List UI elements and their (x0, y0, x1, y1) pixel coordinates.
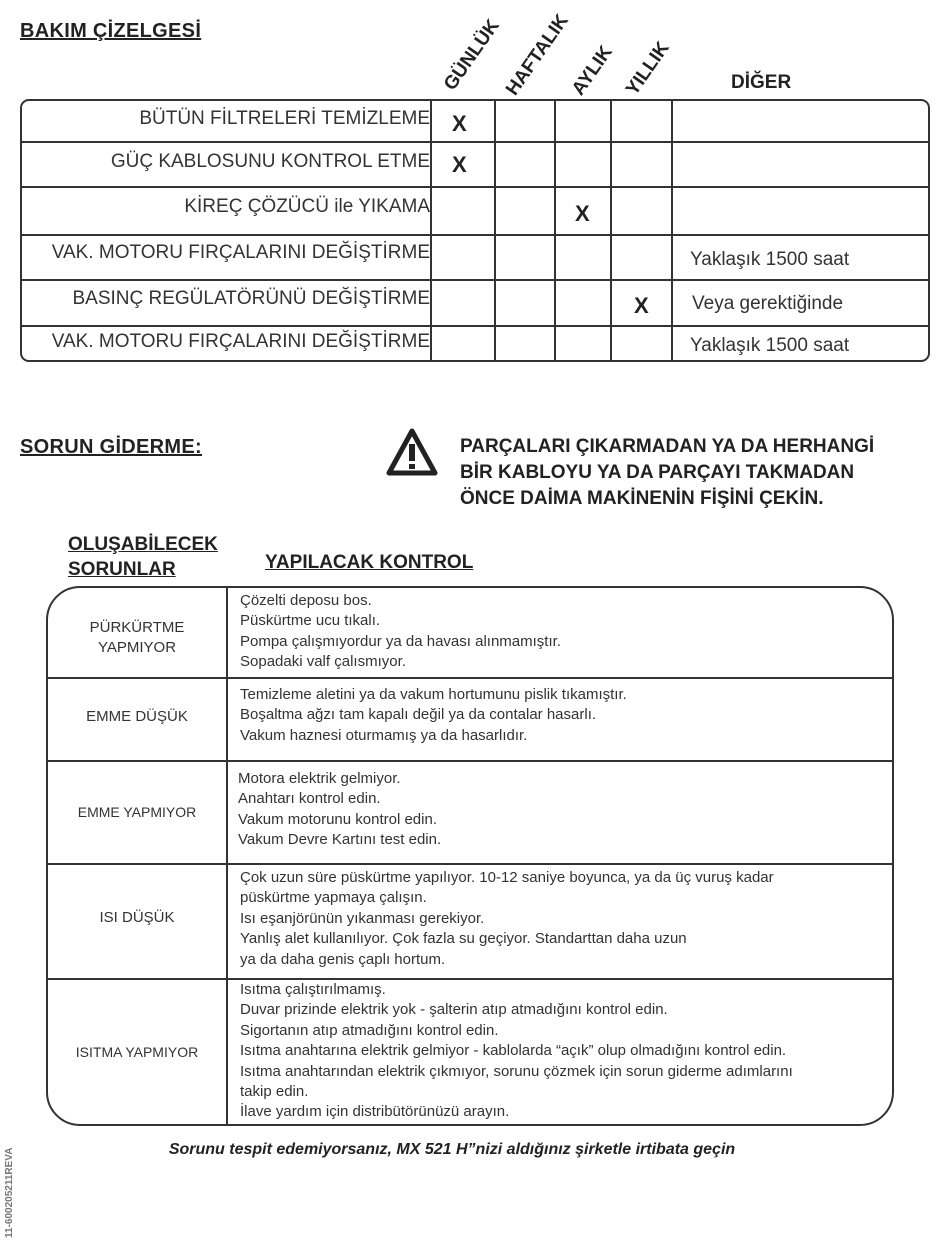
task-replace-pressure-regulator: BASINÇ REGÜLATÖRÜNÜ DEĞİŞTİRME (72, 288, 430, 309)
check-line: Isıtma anahtarına elektrik gelmiyor - kablolarda “açık” olup olmadığını kontrol edin. (240, 1042, 787, 1060)
column-header-checks: YAPILACAK KONTROL (265, 552, 474, 573)
table-column-divider (671, 101, 673, 360)
troubleshooting-table (46, 586, 894, 1126)
check-line: Sigortanın atıp atmadığını kontrol edin. (240, 1021, 499, 1039)
table-row-divider (48, 677, 892, 679)
column-header-other: DİĞER (731, 72, 792, 93)
problem-no-heating (48, 1042, 226, 1062)
checks-no-suction (238, 769, 441, 851)
problem-line: YAPMIYOR (97, 639, 177, 656)
column-header-daily: GÜNLÜK (439, 15, 504, 95)
warning-line: BİR KABLOYU YA DA PARÇAYI TAKMADAN (460, 462, 855, 483)
check-line: Anahtarı kontrol edin. (238, 790, 381, 808)
troubleshooting-title: SORUN GİDERME: (20, 436, 202, 458)
problem-line: PÜRKÜRTME (89, 619, 185, 636)
check-line: Isı eşanjörünün yıkanması gerekiyor. (240, 909, 485, 927)
checks-no-spray (240, 591, 561, 673)
warning-line: PARÇALARI ÇIKARMADAN YA DA HERHANGİ (460, 436, 875, 457)
check-line: Isıtma çalıştırılmamış. (240, 981, 386, 998)
task-check-power-cable: GÜÇ KABLOSUNU KONTROL ETME (110, 151, 430, 172)
problem-low-heat (48, 908, 226, 928)
table-row-divider (22, 279, 928, 281)
schedule-mark-daily: X (452, 111, 467, 136)
check-line: Çok uzun süre püskürtme yapılıyor. 10-12 saniye boyunca, ya da üç vuruş kadar (240, 869, 774, 886)
task-clean-filters: BÜTÜN FİLTRELERİ TEMİZLEME (139, 108, 430, 129)
column-header-problems (68, 532, 218, 582)
column-header-weekly: HAFTALIK (501, 10, 573, 100)
table-row-divider (48, 760, 892, 762)
check-line: Pompa çalışmıyordur ya da havası alınmamıştır. (240, 632, 561, 650)
check-line: Yanlış alet kullanılıyor. Çok fazla su geçiyor. Standarttan daha uzun (240, 930, 687, 948)
schedule-mark-monthly: X (575, 201, 590, 226)
problem-line: ISI DÜŞÜK (99, 909, 175, 926)
problem-no-suction (48, 802, 226, 822)
check-line: Isıtma anahtarından elektrik çıkmıyor, sorunu çözmek için sorun giderme adımlarını (240, 1062, 793, 1080)
check-line: takip edin. (240, 1083, 309, 1101)
check-line: Püskürtme ucu tıkalı. (240, 612, 381, 630)
check-line: püskürtme yapmaya çalışın. (240, 889, 427, 907)
check-line: Sopadaki valf çalısmıyor. (240, 653, 406, 671)
table-column-divider (430, 101, 432, 360)
check-line: Duvar prizinde elektrik yok - şalterin atıp atmadığını kontrol edin. (240, 1001, 668, 1019)
schedule-mark-daily: X (452, 152, 467, 177)
column-header-line: OLUŞABİLECEK (68, 534, 218, 555)
check-line: Çözelti deposu bos. (240, 592, 372, 609)
task-note: Veya gerektiğinde (692, 293, 844, 314)
check-line: Vakum haznesi oturmamış ya da hasarlıdır. (240, 726, 528, 744)
problem-line: EMME YAPMIYOR (77, 804, 197, 820)
checks-low-heat (240, 868, 774, 970)
checks-no-heating (240, 980, 793, 1123)
document-code: 11-600205211REVA (4, 1147, 15, 1238)
task-replace-vac-brushes: VAK. MOTORU FIRÇALARINI DEĞİŞTİRME (51, 331, 430, 352)
column-header-yearly: YILLIK (621, 38, 674, 100)
problem-line: EMME DÜŞÜK (86, 708, 188, 725)
schedule-mark-yearly: X (634, 293, 649, 318)
table-column-divider (226, 588, 228, 1124)
check-line: Vakum Devre Kartını test edin. (238, 831, 442, 849)
warning-line: ÖNCE DAİMA MAKİNENİN FİŞİNİ ÇEKİN. (460, 488, 824, 509)
table-column-divider (554, 101, 556, 360)
maintenance-title: BAKIM ÇİZELGESİ (20, 20, 202, 42)
task-note: Yaklaşık 1500 saat (690, 335, 850, 356)
task-note: Yaklaşık 1500 saat (690, 249, 850, 270)
check-line: İlave yardım için distribütörünüzü arayın. (240, 1103, 510, 1121)
footer-note: Sorunu tespit edemiyorsanız, MX 521 H”nizi aldığınız şirketle irtibata geçin (168, 1141, 736, 1158)
maintenance-table (20, 99, 930, 362)
table-row-divider (22, 186, 928, 188)
problem-line: ISITMA YAPMIYOR (75, 1044, 199, 1060)
checks-low-suction (240, 685, 627, 746)
table-row-divider (22, 141, 928, 143)
check-line: Temizleme aletini ya da vakum hortumunu pislik tıkamıştır. (240, 686, 627, 703)
check-line: ya da daha genis çaplı hortum. (240, 950, 446, 968)
task-replace-vac-brushes: VAK. MOTORU FIRÇALARINI DEĞİŞTİRME (51, 242, 430, 263)
check-line: Vakum motorunu kontrol edin. (238, 810, 437, 828)
table-row-divider (48, 863, 892, 865)
column-header-line: SORUNLAR (68, 559, 176, 580)
warning-message (460, 434, 874, 512)
column-header-monthly: AYLIK (567, 42, 617, 100)
problem-no-spray (48, 618, 226, 658)
problem-low-suction (48, 707, 226, 727)
warning-triangle-icon (386, 428, 438, 476)
check-line: Boşaltma ağzı tam kapalı değil ya da contalar hasarlı. (240, 706, 597, 724)
task-descale-wash: KİREÇ ÇÖZÜCÜ ile YIKAMA (184, 196, 430, 217)
table-row-divider (22, 325, 928, 327)
table-row-divider (22, 234, 928, 236)
table-column-divider (494, 101, 496, 360)
table-column-divider (610, 101, 612, 360)
check-line: Motora elektrik gelmiyor. (238, 770, 401, 787)
